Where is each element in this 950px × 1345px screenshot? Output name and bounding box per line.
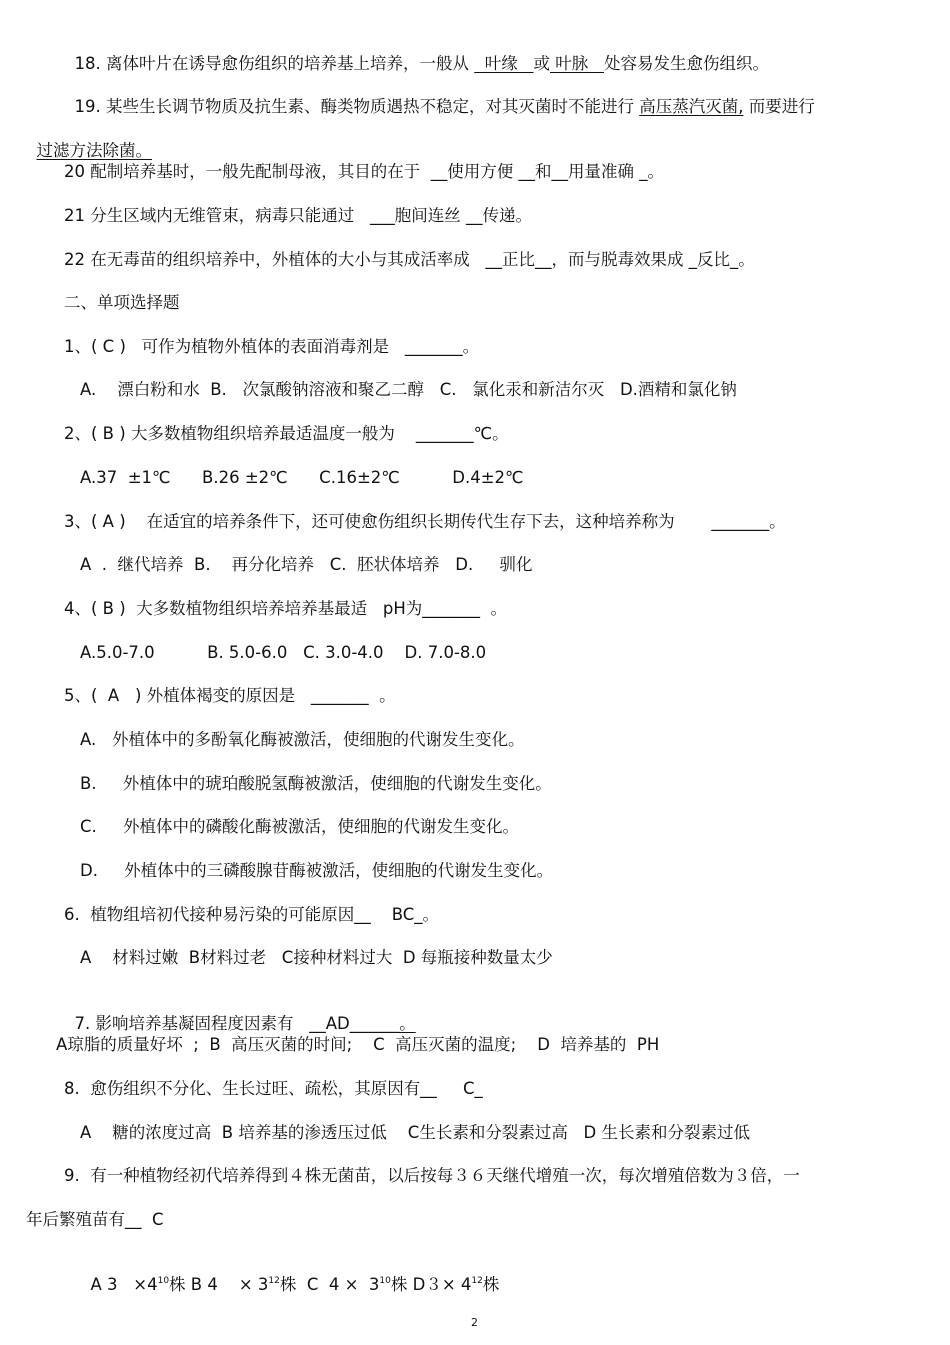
q9-option-tail: 株 [482, 1275, 500, 1294]
q19-text-post: 而要进行 [743, 97, 815, 116]
q18-text-post: 处容易发生愈伤组织。 [603, 54, 769, 73]
q9-option-a: A 3 ×4 [90, 1275, 158, 1294]
question-21: 21 分生区域内无维管束，病毒只能通过 ___胞间连丝 __传递。 [64, 206, 532, 225]
mc-question-2: 2、( B ) 大多数植物组织培养最适温度一般为 _______℃。 [64, 424, 509, 443]
mc-question-7-options: A琼脂的质量好坏 ; B 高压灭菌的时间; C 高压灭菌的温度; D 培养基的 PH [56, 1035, 660, 1054]
q9-exponent-d: 12 [471, 1276, 483, 1286]
question-19-continued [26, 118, 152, 162]
mc-question-5: 5、( A ) 外植体褐变的原因是 _______ 。 [64, 686, 396, 705]
q19-text: 19. 某些生长调节物质及抗生素、酶类物质遇热不稳定，对其灭菌时不能进行 [74, 97, 640, 116]
mc-question-8-options: A 糖的浓度过高 B 培养基的渗透压过低 C生长素和分裂素过高 D 生长素和分裂素过低 [80, 1123, 751, 1142]
question-19 [64, 74, 815, 118]
mc-question-1: 1、( C ) 可作为植物外植体的表面消毒剂是 _______。 [64, 337, 480, 356]
mc-question-9-options [80, 1252, 499, 1296]
mc-question-7 [64, 991, 416, 1035]
mc-question-3: 3、( A ) 在适宜的培养条件下，还可使愈伤组织长期传代生存下去，这种培养称为 _______。 [64, 512, 786, 531]
mc-question-7-blank: ______。 [349, 1014, 416, 1033]
question-20: 20 配制培养基时，一般先配制母液，其目的在于 __使用方便 __和__用量准确 _。 [64, 162, 664, 181]
mc-question-7-stem: 7. 影响培养基凝固程度因素有 __AD [74, 1014, 350, 1033]
q18-answer-2: 叶脉 [549, 54, 604, 73]
mc-question-5-option-a: A. 外植体中的多酚氧化酶被激活，使细胞的代谢发生变化。 [80, 730, 525, 749]
mc-question-3-options: A . 继代培养 B. 再分化培养 C. 胚状体培养 D. 驯化 [80, 555, 533, 574]
q19-answer-1: 高压蒸汽灭菌, [639, 97, 744, 116]
question-18 [64, 31, 769, 75]
mc-question-8: 8. 愈伤组织不分化、生长过旺、疏松，其原因有__ C_ [64, 1079, 483, 1098]
q18-text-mid: 或 [533, 54, 550, 73]
mc-question-6-options: A 材料过嫩 B材料过老 C接种材料过大 D 每瓶接种数量太少 [80, 948, 553, 967]
section-title: 二、单项选择题 [64, 293, 180, 312]
page-number: 2 [471, 1316, 478, 1329]
q9-exponent-c: 10 [379, 1276, 391, 1286]
q18-answer-1: 叶缘 [474, 54, 534, 73]
mc-question-5-option-b: B. 外植体中的琥珀酸脱氢酶被激活，使细胞的代谢发生变化。 [80, 774, 552, 793]
mc-question-4-options: A.5.0-7.0 B. 5.0-6.0 C. 3.0-4.0 D. 7.0-8.0 [80, 643, 487, 662]
q9-exponent-a: 10 [157, 1276, 170, 1286]
mc-question-1-options: A. 漂白粉和水 B. 次氯酸钠溶液和聚乙二醇 C. 氯化汞和新洁尔灭 D.酒精和氯化钠 [80, 380, 737, 399]
q19-answer-2: 过滤方法除菌。 [36, 141, 152, 160]
mc-question-6: 6. 植物组培初代接种易污染的可能原因__ BC_。 [64, 905, 440, 924]
mc-question-9-continued: 年后繁殖苗有__ C [26, 1210, 164, 1229]
q9-option-c: 株 C 4 × 3 [279, 1275, 380, 1294]
q18-text: 18. 离体叶片在诱导愈伤组织的培养基上培养，一般从 [74, 54, 475, 73]
mc-question-9: 9. 有一种植物经初代培养得到４株无菌苗，以后按每３６天继代增殖一次，每次增殖倍数为３倍，一 [64, 1166, 800, 1185]
q9-exponent-b: 12 [268, 1276, 280, 1286]
q9-option-b: 株 B 4 × 3 [169, 1275, 269, 1294]
mc-question-2-options: A.37 ±1℃ B.26 ±2℃ C.16±2℃ D.4±2℃ [80, 468, 524, 487]
mc-question-4: 4、( B ) 大多数植物组织培养培养基最适 pH为_______ 。 [64, 599, 508, 618]
q9-option-d: 株 D３× 4 [390, 1275, 472, 1294]
mc-question-5-option-d: D. 外植体中的三磷酸腺苷酶被激活，使细胞的代谢发生变化。 [80, 861, 554, 880]
mc-question-5-option-c: C. 外植体中的磷酸化酶被激活，使细胞的代谢发生变化。 [80, 817, 519, 836]
question-22: 22 在无毒苗的组织培养中，外植体的大小与其成活率成 __正比__，而与脱毒效果成 _反比_。 [64, 250, 755, 269]
